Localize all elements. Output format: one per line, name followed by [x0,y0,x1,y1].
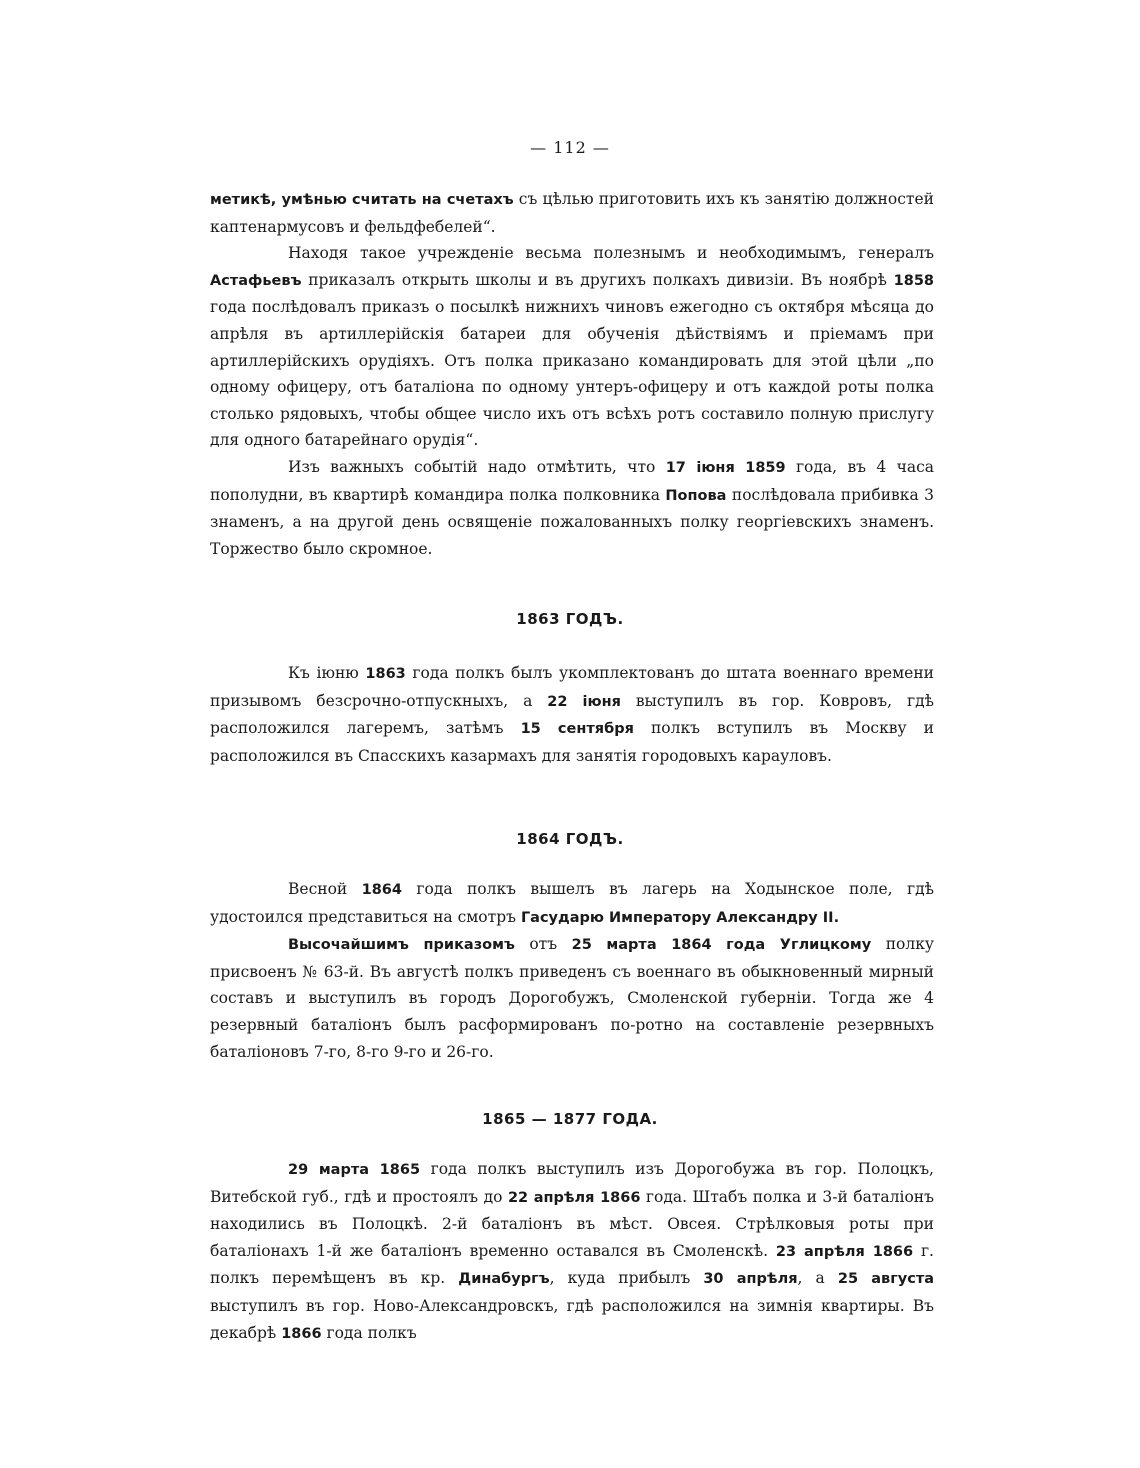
text-run: выступилъ въ гор. Ново-Александровскъ, гдѣ расположился на зимнія квартиры. Въ декабрѣ [210,1296,934,1342]
bold-text: 1866 [281,1325,322,1342]
text-run: Къ іюню [288,664,366,682]
bold-text: 15 сентября [520,721,634,738]
paragraph [210,186,934,240]
bold-text: 25 марта 1864 года Углицкому [571,937,872,954]
text-run: полку присвоенъ № 63-й. Въ августѣ полкъ приведенъ съ военнаго въ обыкновенный мирный составъ и выступилъ въ городъ Дорогобужъ, Смоленской губерніи. Тогда же 4 резервный баталіонъ былъ расформированъ по-ротно на составленіе резервныхъ баталіоновъ 7-го, 8-го 9-го и 26-го. [210,935,935,1061]
text-run: , куда прибылъ [549,1269,704,1288]
text-run: Находя такое учрежденіе весьма полезнымъ и необходимымъ, генералъ [288,244,934,263]
text-run: полкъ вступилъ въ Москву и расположился въ Спасскихъ казармахъ для занятія городовыхъ карауловъ. [210,719,934,765]
bold-text: 29 марта 1865 [288,1162,421,1178]
paragraph [210,660,934,769]
text-run: года полкъ былъ укомплектованъ до штата военнаго времени призывомъ безсрочно-отпускныхъ, а [210,664,934,710]
text-run: приказалъ открыть школы и въ другихъ полкахъ дивизіи. Въ ноябрѣ [301,270,894,289]
text-run: Весной [288,880,362,898]
text-run: г. полкъ перемѣщенъ въ кр. [210,1241,934,1288]
section-heading-1865-1877: 1865 — 1877 ГОДА. [482,1110,658,1128]
text-run: послѣдовала прибивка 3 знаменъ, а на другой день освященіе пожалованныхъ полку георгіевскихъ знаменъ. Торжество было скромное. [210,485,934,558]
bold-text: Астафьевъ [210,272,302,289]
bold-text: 23 апрѣля 1866 [775,1243,914,1260]
bold-text: 22 іюня [547,693,621,710]
text-run: отъ [514,935,572,954]
text-run: года послѣдовалъ приказъ о посылкѣ нижнихъ чиновъ ежегодно съ октября мѣсяца до апрѣля въ артиллерійскія батареи для обученія дѣйствіямъ и пріемамъ при артиллерійскихъ орудіяхъ. Отъ полка приказано командировать для этой цѣли „по одному офицеру, отъ баталіона по одному унтеръ-офицеру и отъ каждой роты полка столько рядовыхъ, чтобы общее число ихъ отъ всѣхъ ротъ составило полную прислугу для одного батарейнаго орудія“. [210,298,934,450]
bold-text: 17 іюня 1859 [665,459,786,476]
text-run: года полкъ выступилъ изъ Дорогобужа въ гор. Полоцкъ, Витебской губ., гдѣ и простоялъ до [210,1160,934,1206]
bold-text: метикѣ, умѣнью считать на счетахъ [210,192,514,208]
text-run: года полкъ вышелъ въ лагерь на Ходынское поле, гдѣ удостоился представиться на смотръ [210,880,934,926]
bold-text: 30 апрѣля [703,1271,798,1288]
paragraph [210,1156,934,1347]
section-heading-1864: 1864 ГОДЪ. [516,830,624,848]
section-heading-1863: 1863 ГОДЪ. [516,610,624,628]
bold-text: Динабургъ [458,1271,550,1288]
section-1864-text [210,876,934,1065]
intro-text-block [210,186,934,562]
text-run: съ цѣлью приготовить ихъ къ занятію должностей каптенармусовъ и фельдфебелей“. [210,190,934,236]
bold-text: 1864 [361,882,402,898]
bold-text: 1858 [893,272,934,289]
text-run: года. Штабъ полка и 3-й баталіонъ находились въ Полоцкѣ. 2-й баталіонъ въ мѣст. Овсея. Стрѣлковыя роты при баталіонахъ 1-й же баталіонъ временно оставался въ Смоленскѣ. [210,1187,935,1260]
bold-text: 25 августа [837,1271,935,1288]
text-run: Изъ важныхъ событій надо отмѣтить, что [288,457,666,476]
text-run: года, въ 4 часа пополудни, въ квартирѣ командира полка полковника [210,457,935,504]
page-number: — 112 — [530,138,610,157]
paragraph [210,931,934,1065]
section-1865-text [210,1156,934,1347]
text-run: , а [797,1269,838,1288]
bold-text: Попова [665,487,727,504]
bold-text: Высочайшимъ приказомъ [288,937,515,954]
bold-text: 22 апрѣля 1866 [507,1189,641,1206]
bold-text: 1863 [365,666,406,682]
paragraph [210,454,934,562]
bold-text: Гасударю Императору Александру II. [520,909,840,926]
paragraph [210,876,934,931]
section-1863-text [210,660,934,769]
text-run: года полкъ [321,1323,417,1342]
text-run: выступилъ въ гор. Ковровъ, гдѣ расположился лагеремъ, затѣмъ [210,691,934,738]
paragraph [210,240,934,454]
